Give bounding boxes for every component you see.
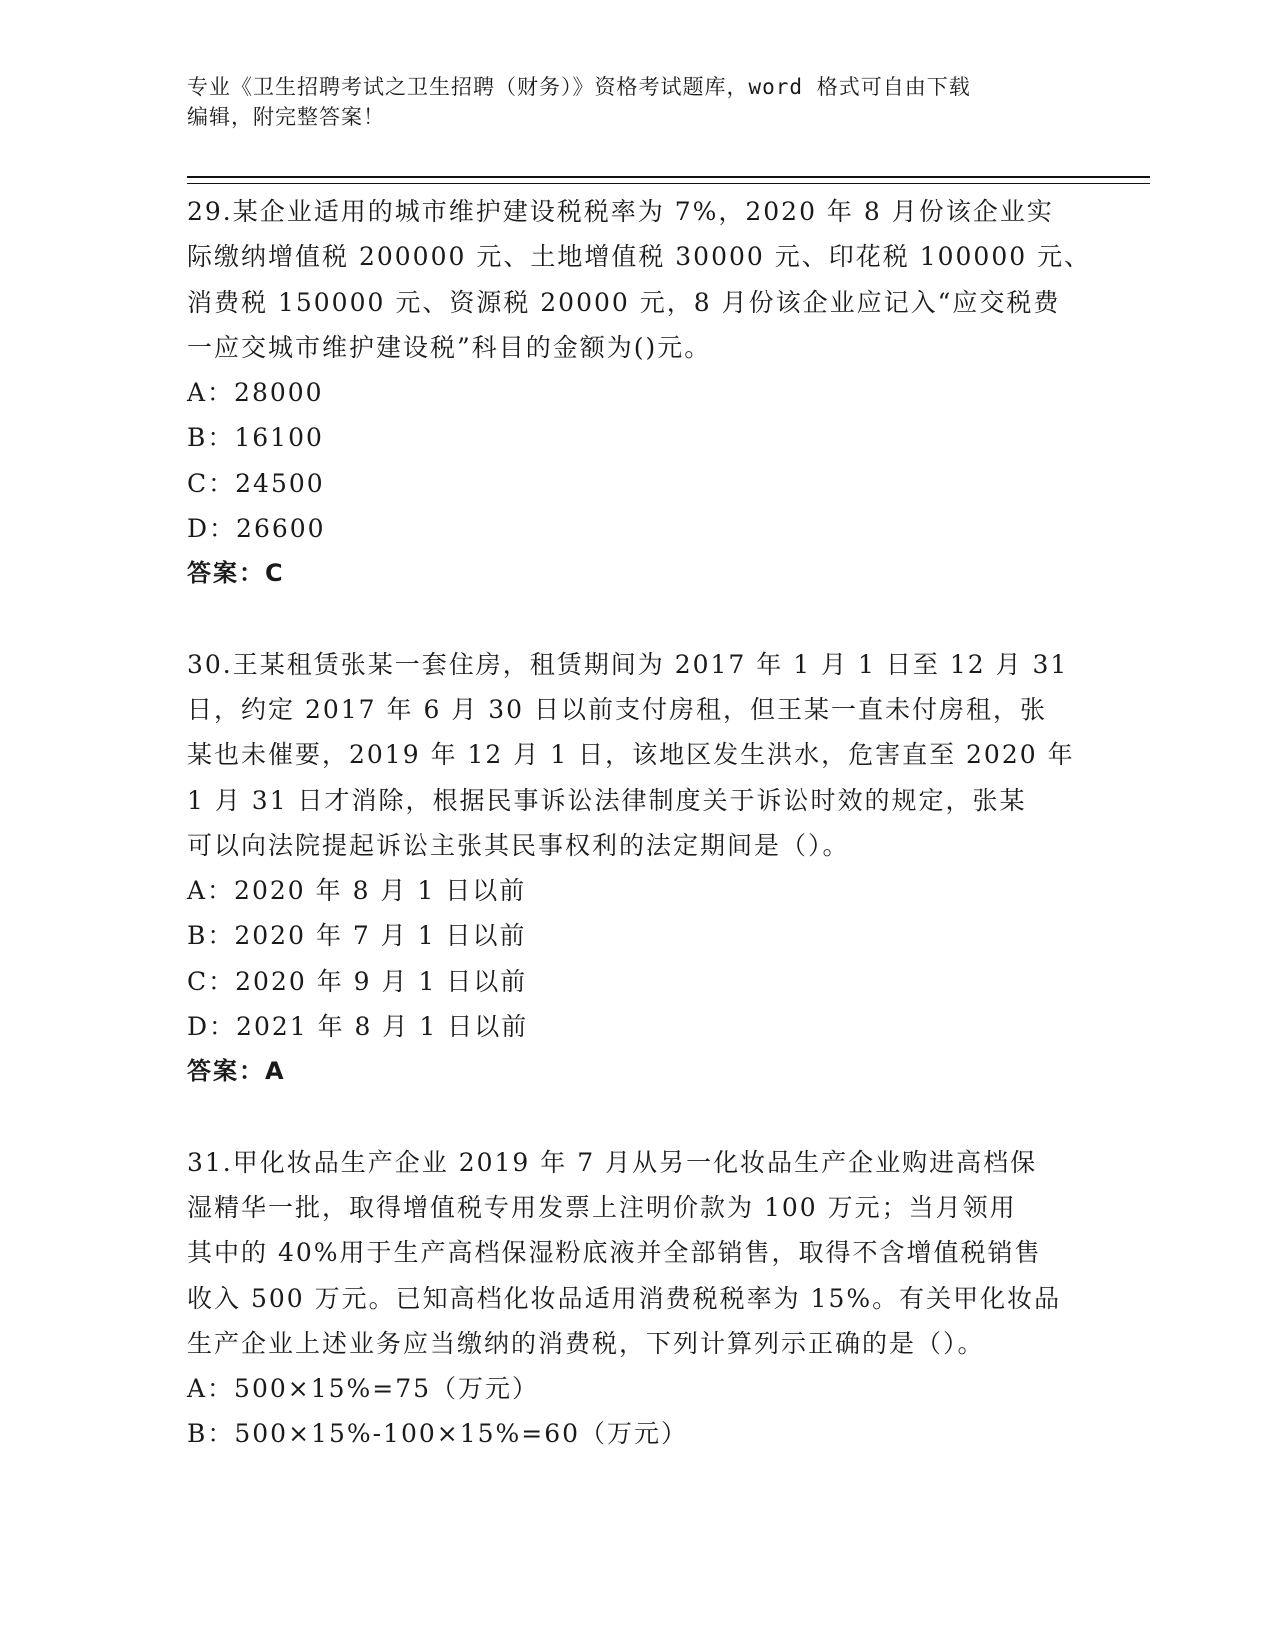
option-a: A：2020 年 8 月 1 日以前: [187, 876, 527, 906]
question-31: [187, 1140, 1087, 1457]
question-list: [187, 189, 1092, 1502]
option-b: B：16100: [187, 423, 324, 453]
question-text-line: 消费税 150000 元、资源税 20000 元，8 月份该企业应记入“应交税费: [187, 287, 1061, 317]
question-text-line: 一应交城市维护建设税”科目的金额为()元。: [187, 332, 712, 362]
option-b: B：2020 年 7 月 1 日以前: [187, 921, 527, 951]
question-29: [187, 189, 1092, 597]
question-text-line: 湿精华一批，取得增值税专用发票上注明价款为 100 万元；当月领用: [187, 1192, 1017, 1222]
question-text-line: 30.王某租赁张某一套住房，租赁期间为 2017 年 1 月 1 日至 12 月 31: [187, 649, 1069, 679]
question-text-line: 可以向法院提起诉讼主张其民事权利的法定期间是（）。: [187, 830, 850, 860]
question-text-line: 收入 500 万元。已知高档化妆品适用消费税税率为 15%。有关甲化妆品: [187, 1283, 1062, 1313]
question-30: [187, 642, 1087, 1095]
question-text-line: 29.某企业适用的城市维护建设税税率为 7%，2020 年 8 月份该企业实: [187, 197, 1054, 226]
header-divider-thin: [187, 183, 1150, 184]
answer: 答案：A: [187, 1057, 286, 1086]
question-text-line: 1 月 31 日才消除，根据民事诉讼法律制度关于诉讼时效的规定，张某: [187, 785, 1027, 815]
header-line-1: 专业《卫生招聘考试之卫生招聘（财务）》资格考试题库，word 格式可自由下载: [187, 75, 971, 99]
question-text-line: 日，约定 2017 年 6 月 30 日以前支付房租，但王某一直未付房租，张: [187, 694, 1048, 724]
option-d: D：26600: [187, 514, 326, 544]
answer: 答案：C: [187, 559, 285, 588]
option-a: A：28000: [187, 378, 324, 408]
option-b: B：500×15%-100×15%=60（万元）: [187, 1419, 689, 1449]
document-header: [187, 72, 1067, 132]
option-c: C：2020 年 9 月 1 日以前: [187, 966, 528, 996]
header-line-2: 编辑，附完整答案！: [187, 105, 385, 129]
option-a: A：500×15%=75（万元）: [187, 1374, 540, 1404]
option-d: D：2021 年 8 月 1 日以前: [187, 1012, 529, 1042]
option-c: C：24500: [187, 468, 325, 498]
question-text-line: 生产企业上述业务应当缴纳的消费税，下列计算列示正确的是（）。: [187, 1328, 985, 1358]
header-divider-thick: [187, 176, 1150, 178]
question-text-line: 31.甲化妆品生产企业 2019 年 7 月从另一化妆品生产企业购进高档保: [187, 1147, 1038, 1177]
question-text-line: 某也未催要，2019 年 12 月 1 日，该地区发生洪水，危害直至 2020 年: [187, 740, 1075, 770]
question-text-line: 其中的 40%用于生产高档保湿粉底液并全部销售，取得不含增值税销售: [187, 1238, 1042, 1268]
question-text-line: 际缴纳增值税 200000 元、土地增值税 30000 元、印花税 100000 元、: [187, 242, 1092, 272]
